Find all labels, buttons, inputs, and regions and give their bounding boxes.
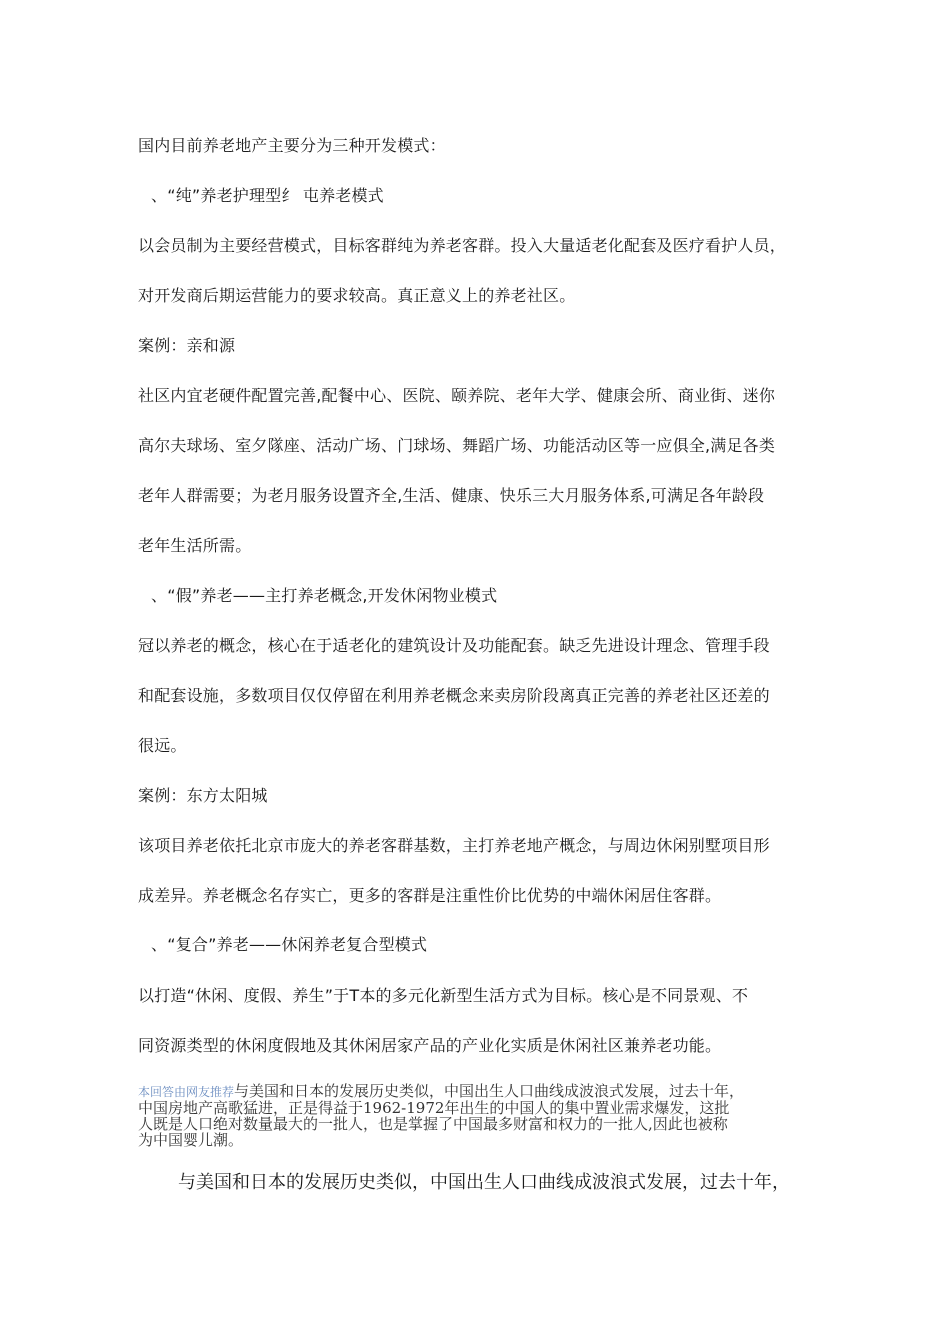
note-line: 人既是人口绝对数量最大的一批人，也是掌握了中国最多财富和权力的一批人,因此也被称 (138, 1115, 728, 1133)
paragraph-text: 以会员制为主要经营模式，目标客群纯为养老客群。投入大量适老化配套及医疗看护人员， (138, 236, 787, 255)
paragraph-text: 老年生活所需。 (138, 536, 252, 555)
section-heading-1: 、“纯”养老护理型纟 屯养老模式 (151, 186, 384, 205)
note-line (138, 1083, 830, 1100)
paragraph-text: 很远。 (138, 736, 187, 755)
note-text: 与美国和日本的发展历史类似，中国出生人口曲线成波浪式发展，过去十年， (234, 1082, 745, 1100)
paragraph-intro: 国内目前养老地产主要分为三种开发模式： (138, 136, 446, 155)
paragraph-text: 同资源类型的休闲度假地及其休闲居家产品的产业化实质是休闲社区兼养老功能。 (138, 1036, 722, 1055)
note-line: 中国房地产高歌猛进，正是得益于1962-1972年出生的中国人的集中置业需求爆发，这批 (138, 1099, 730, 1117)
recommended-answer-note (138, 1083, 830, 1148)
note-line: 为中国婴儿潮。 (138, 1131, 244, 1149)
paragraph-text: 成差异。养老概念名存实亡，更多的客群是注重性价比优势的中端休闲居住客群。 (138, 886, 722, 905)
paragraph-text: 该项目养老依托北京市庞大的养老客群基数，主打养老地产概念，与周边休闲别墅项目形 (138, 836, 770, 855)
recommended-label: 本回答由网友推荐 (138, 1085, 235, 1099)
paragraph-text: 和配套设施，多数项目仅仅停留在利用养老概念来卖房阶段离真正完善的养老社区还差的 (138, 686, 770, 705)
paragraph-text: 高尔夫球场、室夕隊座、活动广场、门球场、舞蹈广场、功能活动区等一应俱全,满足各类 (138, 436, 776, 455)
paragraph-text: 以打造“休闲、度假、养生”于T本的多元化新型生活方式为目标。核心是不同景观、不 (138, 986, 749, 1005)
paragraph-continuation: 与美国和日本的发展历史类似，中国出生人口曲线成波浪式发展，过去十年， (178, 1172, 790, 1193)
case-label-2: 案例：东方太阳城 (138, 786, 268, 805)
paragraph-text: 对开发商后期运营能力的要求较高。真正意义上的养老社区。 (138, 286, 576, 305)
paragraph-text: 老年人群需要；为老月服务设置齐全,生活、健康、快乐三大月服务体系,可满足各年龄段 (138, 486, 765, 505)
paragraph-text: 社区内宜老硬件配置完善,配餐中心、医院、颐养院、老年大学、健康会所、商业街、迷你 (138, 386, 776, 405)
paragraph-text: 冠以养老的概念，核心在于适老化的建筑设计及功能配套。缺乏先进设计理念、管理手段 (138, 636, 770, 655)
section-heading-2: 、“假”养老——主打养老概念,开发休闲物业模式 (151, 586, 498, 605)
case-label-1: 案例：亲和源 (138, 336, 236, 355)
section-heading-3: 、“复合”养老——休闲养老复合型模式 (151, 935, 428, 954)
